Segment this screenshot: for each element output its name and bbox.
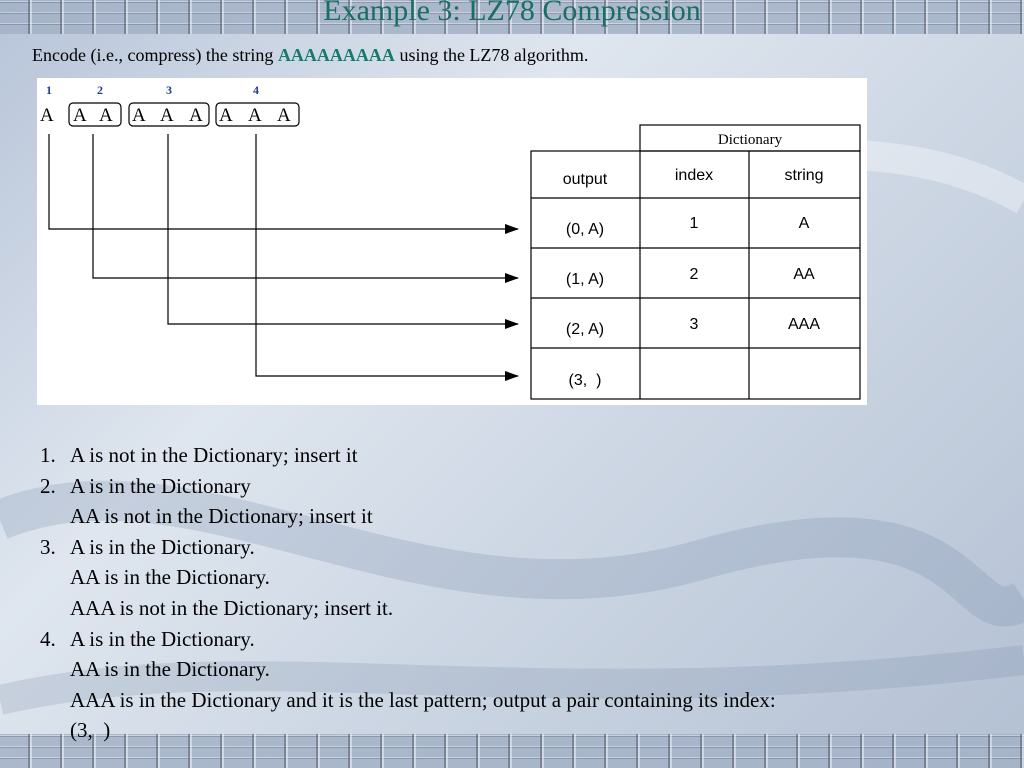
step-3-continuation: AA is in the Dictionary. xyxy=(70,565,270,590)
steps-list xyxy=(40,440,1000,746)
phrase-3-char-2: A xyxy=(160,105,174,126)
phrase-4-char-3: A xyxy=(277,105,291,126)
table-cell-output-3: (2, A) xyxy=(565,321,605,338)
phrase-3-char-1: A xyxy=(132,105,146,126)
phrase-2-char-2: A xyxy=(99,105,113,126)
slide-title: Example 3: LZ78 Compression xyxy=(323,0,701,27)
step-3-continuation: AAA is not in the Dictionary; insert it. xyxy=(70,595,394,620)
step-text: A is not in the Dictionary; insert it xyxy=(70,443,358,467)
column-header-output: output xyxy=(562,171,608,188)
phrase-number-2: 2 xyxy=(97,83,103,97)
step-3 xyxy=(40,532,1000,563)
intro-highlight-string: AAAAAAAAA xyxy=(277,45,395,65)
phrase-2-char-1: A xyxy=(73,105,87,126)
table-cell-string-3: AAA xyxy=(787,316,821,333)
step-text: A is in the Dictionary xyxy=(70,473,251,498)
phrase-3-char-3: A xyxy=(189,105,203,126)
phrase-number-3: 3 xyxy=(166,83,172,97)
dictionary-header: Dictionary xyxy=(717,132,783,148)
column-header-index: index xyxy=(674,167,714,184)
table-cell-output-1: (0, A) xyxy=(565,221,605,238)
step-number: 3. xyxy=(40,534,56,559)
intro-before: Encode (i.e., compress) the string xyxy=(32,45,278,65)
table-cell-index-3: 3 xyxy=(689,316,699,333)
step-1 xyxy=(40,440,1000,471)
step-2 xyxy=(40,471,1000,502)
table-cell-string-1: A xyxy=(798,215,810,232)
step-text: A is in the Dictionary. xyxy=(70,626,255,651)
intro-after: using the LZ78 algorithm. xyxy=(394,45,589,65)
step-number: 2. xyxy=(40,473,56,498)
step-number: 4. xyxy=(40,626,56,651)
table-cell-string-2: AA xyxy=(793,266,815,283)
phrase-1-char-1: A xyxy=(40,105,54,126)
column-header-string: string xyxy=(784,167,824,184)
intro-text xyxy=(32,45,588,66)
step-number: 1. xyxy=(40,443,56,467)
step-text: A is in the Dictionary. xyxy=(70,534,255,559)
table-cell-index-1: 1 xyxy=(689,215,699,232)
table-cell-output-4: (3, ) xyxy=(568,372,602,389)
step-2-continuation: AA is not in the Dictionary; insert it xyxy=(70,504,373,529)
connector-arrow-2 xyxy=(93,134,518,278)
table-cell-index-2: 2 xyxy=(689,266,699,283)
step-4 xyxy=(40,624,1000,655)
phrase-number-1: 1 xyxy=(46,83,52,97)
phrase-number-4: 4 xyxy=(253,83,259,97)
connector-arrow-1 xyxy=(49,134,518,229)
step-4-continuation: (3, ) xyxy=(70,718,111,743)
step-4-continuation: AA is in the Dictionary. xyxy=(70,657,270,682)
phrase-4-char-2: A xyxy=(248,105,262,126)
lz78-diagram xyxy=(37,78,867,405)
step-4-continuation: AAA is in the Dictionary and it is the last pattern; output a pair containing its index: xyxy=(70,687,776,712)
table-cell-output-2: (1, A) xyxy=(565,271,605,288)
phrase-4-char-1: A xyxy=(219,105,233,126)
connector-arrow-4 xyxy=(256,134,518,376)
